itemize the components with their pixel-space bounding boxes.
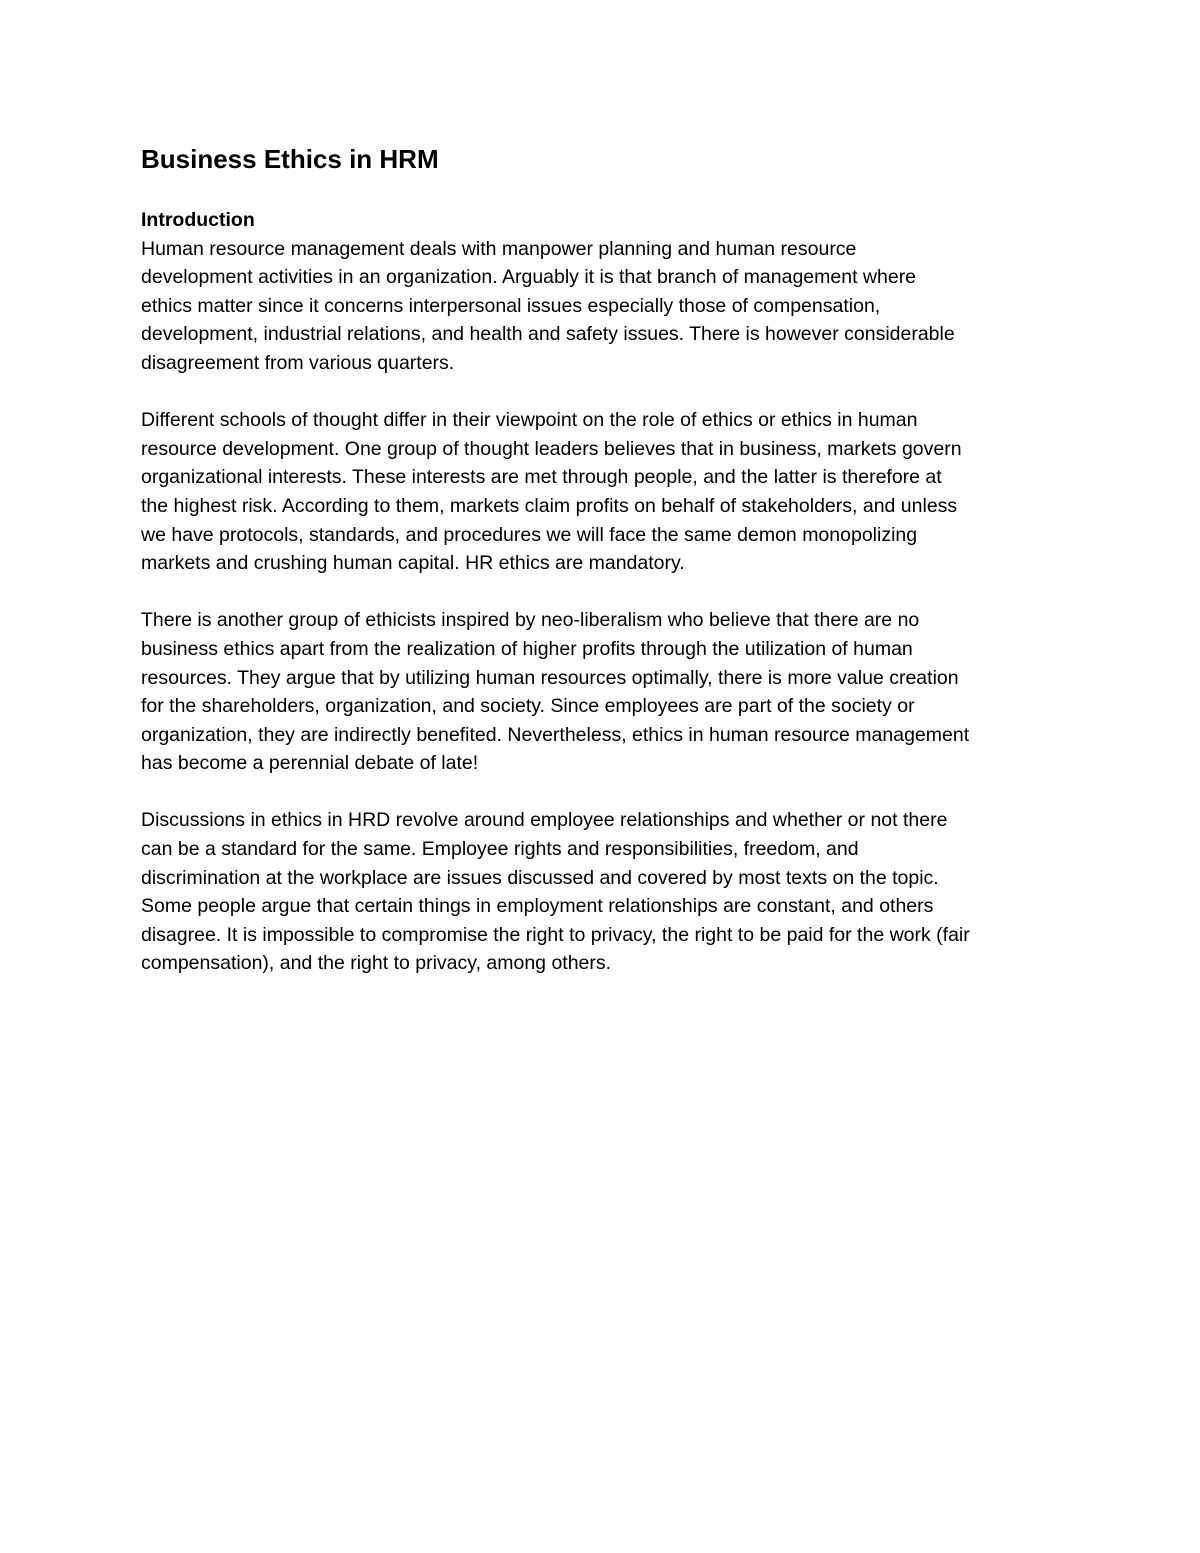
paragraph-line: There is another group of ethicists inspired by neo-liberalism who believe that there are no xyxy=(141,609,920,632)
paragraph-line: development, industrial relations, and health and safety issues. There is however considerable xyxy=(141,323,955,346)
paragraph-line: business ethics apart from the realization of higher profits through the utilization of human xyxy=(141,637,913,660)
paragraph-line: resources. They argue that by utilizing human resources optimally, there is more value creation xyxy=(141,666,959,689)
document-body xyxy=(141,143,1071,1007)
paragraph-line: compensation), and the right to privacy, among others. xyxy=(141,952,612,975)
paragraph-line: for the shareholders, organization, and society. Since employees are part of the society or xyxy=(141,695,915,718)
paragraph-line: we have protocols, standards, and procedures we will face the same demon monopolizing xyxy=(141,523,918,546)
paragraph-line: the highest risk. According to them, markets claim profits on behalf of stakeholders, and unless xyxy=(141,494,958,517)
paragraph-line: markets and crushing human capital. HR ethics are mandatory. xyxy=(141,552,685,575)
paragraph-line: Human resource management deals with manpower planning and human resource xyxy=(141,237,857,260)
paragraph-line: has become a perennial debate of late! xyxy=(141,752,479,775)
paragraph-line: organizational interests. These interests are met through people, and the latter is therefore at xyxy=(141,466,942,489)
paragraph-line: disagree. It is impossible to compromise the right to privacy, the right to be paid for the work (fair xyxy=(141,923,970,946)
paragraph-4 xyxy=(141,806,1071,978)
paragraph-2 xyxy=(141,406,1071,578)
paragraph-1 xyxy=(141,235,1071,378)
paragraph-line: can be a standard for the same. Employee rights and responsibilities, freedom, and xyxy=(141,838,859,861)
paragraph-3 xyxy=(141,606,1071,778)
paragraph-line: resource development. One group of thought leaders believes that in business, markets govern xyxy=(141,437,962,460)
paragraph-line: Discussions in ethics in HRD revolve around employee relationships and whether or not there xyxy=(141,809,948,832)
paragraph-line: Some people argue that certain things in employment relationships are constant, and others xyxy=(141,895,934,918)
paragraph-line: development activities in an organization. Arguably it is that branch of management where xyxy=(141,266,917,289)
paragraph-line: ethics matter since it concerns interpersonal issues especially those of compensation, xyxy=(141,294,881,317)
paragraph-line: discrimination at the workplace are issues discussed and covered by most texts on the topic. xyxy=(141,866,939,889)
section-heading-introduction: Introduction xyxy=(141,209,255,231)
paragraph-line: Different schools of thought differ in their viewpoint on the role of ethics or ethics in human xyxy=(141,409,918,432)
paragraph-line: disagreement from various quarters. xyxy=(141,351,455,374)
document-title: Business Ethics in HRM xyxy=(141,144,439,174)
paragraph-line: organization, they are indirectly benefited. Nevertheless, ethics in human resource management xyxy=(141,723,970,746)
